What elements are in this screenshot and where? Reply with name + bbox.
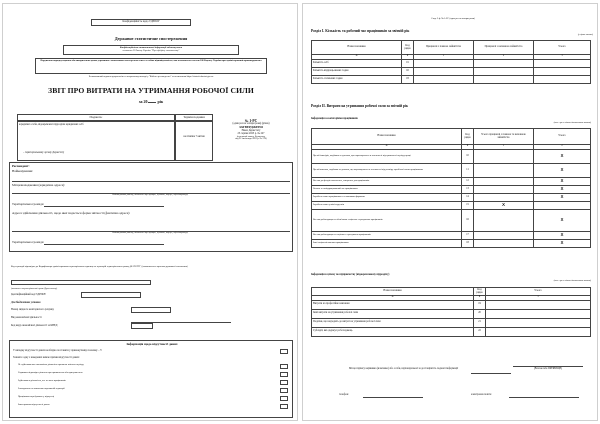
table-row: Внески роботодавця на соціальне страхування працівників 17 X: [312, 231, 591, 239]
reason-item: Отримано відповідне рішення про припинення або призупинення: [18, 372, 83, 374]
value-cell[interactable]: [534, 201, 591, 209]
value-cell[interactable]: [486, 309, 591, 318]
section2-table: Назва показника Код рядка Усього працюючі з повною та неповною зайнятістю Усього А Б 1 2 Премії інвалідів, надбавки та доплати, що нараховуються в залежності від тривалості періоду праці 10 X Премії виплати, надбавки та доплати, що нараховуються в залежності від розміру заробітної плати працівникам 11 X Внески до фондів заохочення, створених для працівників 12 X Оплата за невідпрацьований час працівникам 13 X Заробітна плата працівникам з нетиповими формами 14 X Заробітна плата учнів/студентів 15 X Внески роботодавця на обов'язкове соціальне страхування працівників 16 X Внески роботодавця на соціальне страхування працівників 17 X Інші соціальні виплати працівникам 18 X: [311, 128, 591, 248]
fund-label: Номер звідного кошторисного рахунку: [11, 308, 54, 311]
reason-item: Знаходиться на тимчасово окупованій території: [18, 388, 65, 390]
table-row: Внески до фондів заохочення, створених для працівників 12 X: [312, 177, 591, 185]
phone-input[interactable]: [363, 397, 423, 398]
col-header: Назва показника: [312, 288, 474, 296]
phone-label: телефон:: [339, 393, 349, 396]
reason-item: Працівники перебувають у відпустці: [18, 396, 55, 398]
subsection2-units: (тис. грн з одним десятковим знаком): [553, 280, 591, 282]
edrpou-input[interactable]: [81, 292, 141, 298]
budget-subheader: Для бюджетних установ: [11, 301, 41, 304]
value-cell[interactable]: [486, 318, 591, 327]
kved-code-label: Код виду економічної діяльності за КВЕД: [11, 324, 58, 327]
crossed-cell: X: [534, 163, 591, 177]
value-cell[interactable]: [486, 300, 591, 309]
value-cell[interactable]: [474, 193, 534, 201]
reason-item: Не здійснювалась економічна діяльність протягом звітного періоду: [18, 364, 84, 366]
table-row: Заробітна плата працівникам з нетиповими формами 14 X: [312, 193, 591, 201]
territorial-input[interactable]: [44, 206, 164, 207]
table-row: Премії інвалідів, надбавки та доплати, що нараховуються в залежності від тривалості періоду праці 10 X: [312, 149, 591, 163]
confidentiality-notice: Конфіденційність статистичної інформації забезпечується статтею 29 Закону України "Про офіційну статистику": [63, 45, 239, 55]
report-title: ЗВІТ ПРО ВИТРАТИ НА УТРИМАННЯ РОБОЧОЇ СИЛИ: [48, 86, 254, 95]
agency-title: Державне статистичне спостереження: [114, 36, 188, 41]
email-input[interactable]: [509, 397, 579, 398]
value-cell[interactable]: [474, 209, 534, 231]
value-cell[interactable]: [474, 163, 534, 177]
submitters-table: Подають: Термін подання юридичні особи, відокремлені підрозділи юридичних осіб – територіальному органу Держстату не пізніше 7 квітня № 1-РС (один раз на чотири роки) (річна) ЗАТВЕРДЖЕНО Наказ Держстату 23 серпня 2023 р. № 227 (в редакції наказу Держстату від 01 листопада 2023 р. № 278): [17, 114, 285, 169]
territorial-input-2[interactable]: [44, 244, 164, 245]
value-cell[interactable]: [414, 59, 474, 67]
value-cell[interactable]: [414, 75, 474, 83]
violation-notice: Порушення порядку подання або використання даних державних статистичних спостережень тягне за собою відповідальність, яка встановлена статтею 186 Кодексу України про адміністративні правопорушення: [35, 58, 267, 74]
section1-title: Розділ I. Кількість та робочий час працівників за звітній рік: [311, 29, 410, 33]
value-cell[interactable]: [534, 67, 591, 75]
name-input[interactable]: [12, 181, 290, 182]
col-header: Назва показника: [312, 41, 402, 55]
value-cell[interactable]: [474, 231, 534, 239]
pib-input[interactable]: [513, 366, 583, 367]
table-row: Премії виплати, надбавки та доплати, що нараховуються в залежності від розміру заробітної плати працівникам 11 X: [312, 163, 591, 177]
crossed-cell: X: [534, 149, 591, 163]
col-header: Код рядка: [402, 41, 414, 55]
col-header: Код рядка: [462, 129, 474, 145]
table-row: Податки, що надходять до витрат на утримання робочої сили 21: [312, 318, 591, 327]
katottg-cells[interactable]: [11, 280, 151, 286]
col-header: Усього: [486, 288, 591, 296]
subsection1-title: Інформація за категоріями працівників: [311, 117, 358, 120]
col-header: Усього працюючі з повною та неповною зайнятістю: [474, 129, 534, 145]
form-page-2: [302, 3, 598, 421]
kved-label: Вид економічної діяльності: [11, 316, 42, 319]
col-header: Працюючі з повною зайнятістю: [414, 41, 474, 55]
section2-title: Розділ II. Витрати на утримання робочої сили за звітній рік: [311, 104, 408, 108]
value-cell[interactable]: [474, 59, 534, 67]
respondent-block: Респондент: Найменування: Місцезнаходження (юридична адреса): Найменування району, відомості про вулицю, будинок, корпус, офіс/квартиру Територіальна громада: Адреса здійснення діяльності, щодо якої подається форма звітності (фактична адреса): Найменування району, відомості про вулицю, будинок, корпус, офіс/квартиру Територіальна громада:: [9, 162, 293, 252]
value-cell[interactable]: [474, 67, 534, 75]
reason-item: Інша причина відсутності даних: [18, 404, 50, 406]
crossed-cell: X: [534, 239, 591, 247]
table-row: Внески роботодавця на обов'язкове соціальне страхування працівників 16 X: [312, 209, 591, 231]
pib-label: (Власне ім'я ПРІЗВИЩЕ): [533, 367, 563, 370]
table-row: Субсидії, які одержує роботодавець 22: [312, 327, 591, 336]
reason-checkbox[interactable]: [280, 364, 288, 369]
reason-checkbox[interactable]: [280, 372, 288, 377]
reason-checkbox[interactable]: [280, 380, 288, 385]
table-row: Витрати на професійне навчання 19: [312, 300, 591, 309]
absence-checkbox[interactable]: [280, 349, 288, 354]
report-year: за 20 рік: [138, 99, 164, 104]
col-header: Назва показника: [312, 129, 462, 145]
crossed-cell: X: [534, 177, 591, 185]
crossed-cell: X: [534, 185, 591, 193]
year-input[interactable]: [148, 102, 156, 103]
katottg-note: Код території відповідно до Кодифікатора адміністративно-територіальних одиниць та територій територіальних громад (КАТОТТГ) (заповнюється органом державної статистики): [11, 266, 188, 268]
col-header: Усього: [534, 129, 591, 145]
section2b-table: Назва показника Код рядка Усього А Б 1 Витрати на професійне навчання 19 Інші витрати на утримання робочої сили 20 Податки, що надходять до витрат на утримання робочої сили 21 Субсидії, які одержує роботодавець 22: [311, 287, 591, 337]
value-cell[interactable]: [474, 75, 534, 83]
value-cell[interactable]: [486, 327, 591, 336]
crossed-cell: X: [534, 231, 591, 239]
signer-label: Місце підпису керівника (власника) або особи, відповідальної за достовірність поданої інформації: [349, 367, 459, 370]
fund-input[interactable]: [131, 307, 171, 313]
value-cell[interactable]: [534, 59, 591, 67]
katottg-hint: (заповнює територіальний орган Держстату): [11, 288, 58, 290]
email-label: електронна пошта:: [471, 393, 492, 396]
reason-item: Здійснювала діяльність, але не мала працівників: [18, 380, 66, 382]
table-row: Заробітна плата учнів/студентів 15 X: [312, 201, 591, 209]
value-cell[interactable]: [474, 149, 534, 163]
crossed-cell: X: [474, 201, 534, 209]
section1-table: Назва показника Код рядка Працюючі з повною зайнятістю Працюючі з неповною зайнятістю Усього А Б 1 2 3 Кількість осіб 01 Кількість відпрацьованих годин 02 Кількість сплачених годин 03: [311, 40, 591, 84]
subsection1-units: (тис. грн з одним десятковим знаком): [553, 122, 591, 124]
confidentiality-marker: Конфіденційність щодо ЄДРПОУ: [91, 19, 191, 26]
table-row: Інші соціальні виплати працівникам 18 X: [312, 239, 591, 247]
reason-checkbox[interactable]: [280, 388, 288, 393]
col-header: Усього: [534, 41, 591, 55]
crossed-cell: X: [534, 193, 591, 201]
data-absence-block: Інформація щодо відсутності даних У випадку відсутності даних необхідно поставити у прямокутнику позначку – V Зазначте одну з наведених нижче причин відсутності даних: Не здійснювалась економічна діяльність протягом звітного періоду Отримано відповідне рішення про припинення або призупинення Здійснювала діяльність, але не мала працівників Знаходиться на тимчасово окупованій території Працівники перебувають у відпустці Інша причина відсутності даних: [9, 340, 293, 418]
col-header: Працюючі з неповною зайнятістю: [474, 41, 534, 55]
table-row: Оплата за невідпрацьований час працівникам 13 X: [312, 185, 591, 193]
col-header: Код рядка: [474, 288, 486, 296]
electronic-submission-note: Безкоштовний подання документів в електронному вигляді у "Кабінет респондента" за посиланням https://statzvit.ukrstat.gov.ua: [88, 76, 214, 78]
signature-input[interactable]: [471, 373, 511, 374]
reason-checkbox[interactable]: [280, 404, 288, 409]
reason-checkbox[interactable]: [280, 396, 288, 401]
crossed-cell: X: [534, 209, 591, 231]
value-cell[interactable]: [474, 239, 534, 247]
form-page-1: [2, 3, 298, 421]
edrpou-label: Ідентифікаційний код ЄДРПОУ: [11, 293, 47, 296]
value-cell[interactable]: [414, 67, 474, 75]
section1-units: (у цілих числах): [577, 34, 593, 36]
table-row: Кількість відпрацьованих годин 02: [312, 67, 591, 75]
page-header-note: Стор. 2 ф. № 1-РС (один раз на чотири роки): [431, 18, 475, 20]
kved-code-input[interactable]: [131, 323, 153, 329]
value-cell[interactable]: [534, 75, 591, 83]
form-approval-block: № 1-РС (один раз на чотири роки) (річна) ЗАТВЕРДЖЕНО Наказ Держстату 23 серпня 2023 р. № 227 (в редакції наказу Держстату від 01 листопада 2023 р. № 278): [232, 119, 270, 141]
table-row: Інші витрати на утримання робочої сили 20: [312, 309, 591, 318]
value-cell[interactable]: [474, 177, 534, 185]
value-cell[interactable]: [474, 185, 534, 193]
table-row: Кількість сплачених годин 03: [312, 75, 591, 83]
subsection2-title: Інформація в цілому по підприємству (відокремленому підрозділу): [311, 273, 390, 276]
table-row: Кількість осіб 01: [312, 59, 591, 67]
